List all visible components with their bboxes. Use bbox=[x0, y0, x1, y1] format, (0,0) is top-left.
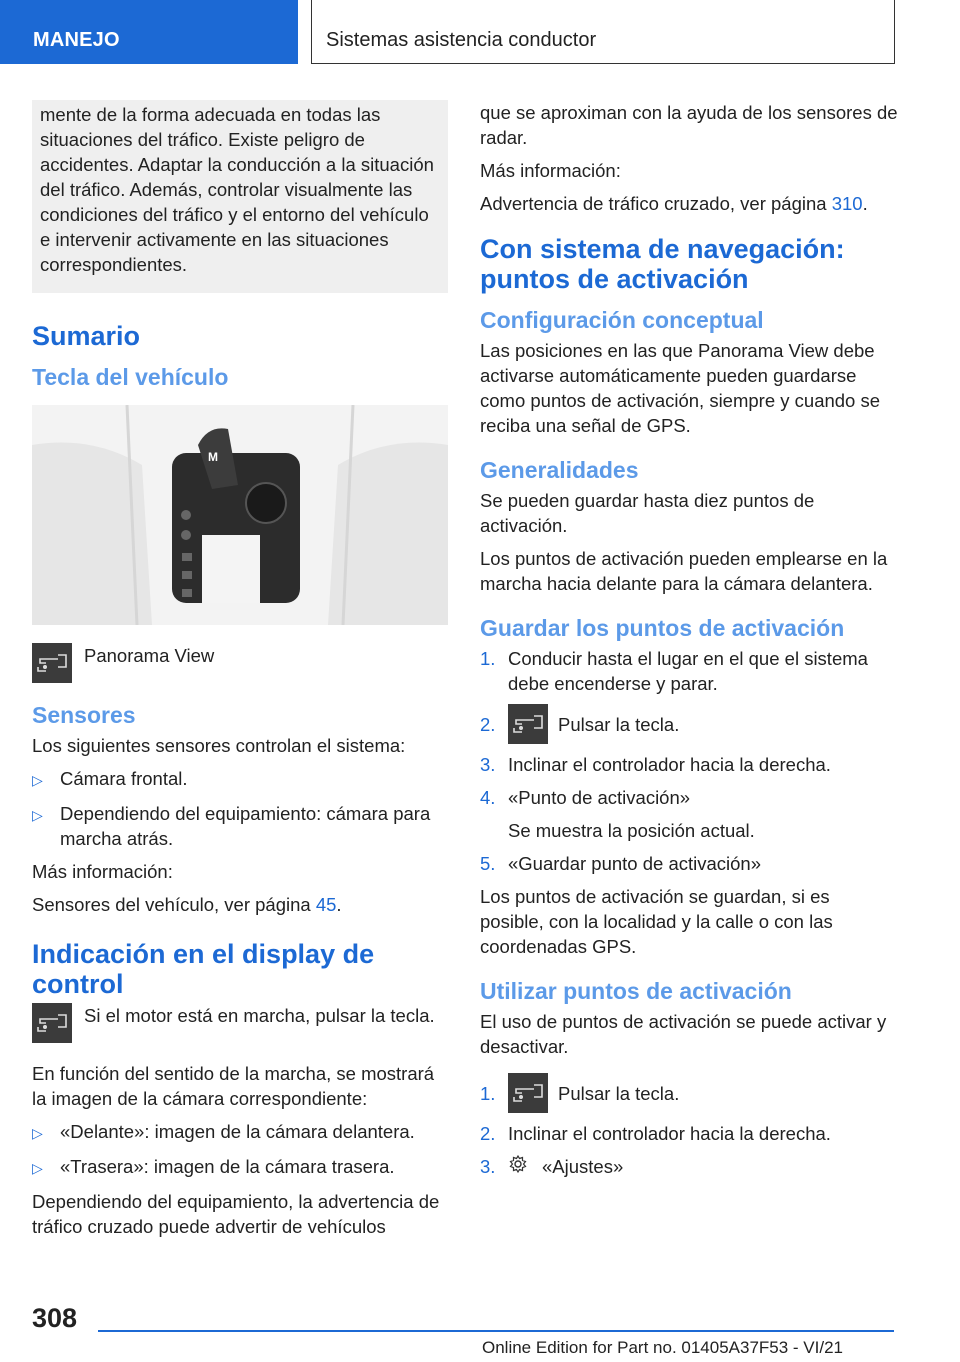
indicacion-row bbox=[32, 1003, 448, 1043]
bullet-triangle-icon: ▷ bbox=[32, 772, 43, 788]
list-item: 2. Inclinar el controlador hacia la derecha. bbox=[480, 1123, 831, 1144]
list-item: ▷ Dependiendo del equipamiento: cámara para marcha atrás. bbox=[32, 803, 431, 849]
list-item: ▷ Cámara frontal. bbox=[32, 766, 448, 793]
list-item: 1. Conducir hasta el lugar en el que el sistema debe encenderse y parar. bbox=[480, 648, 868, 694]
generalidades-text-1: Se pueden guardar hasta diez puntos de activación. bbox=[480, 490, 815, 536]
heading-navegacion: Con sistema de navegación: puntos de activación bbox=[480, 234, 845, 294]
mas-info-label: Más información: bbox=[32, 861, 173, 882]
heading-guardar: Guardar los puntos de activación bbox=[480, 615, 845, 641]
header-chapter-box bbox=[311, 0, 895, 64]
panorama-key-row bbox=[32, 643, 448, 683]
advertencia-text: Dependiendo del equipamiento, la advertencia de tráfico cruzado puede advertir de vehículos bbox=[32, 1191, 440, 1237]
heading-sumario: Sumario bbox=[32, 321, 141, 351]
heading-utilizar: Utilizar puntos de activación bbox=[480, 978, 792, 1004]
footer-divider bbox=[98, 1330, 894, 1332]
mas-info-label: Más información: bbox=[480, 160, 621, 181]
funcion-text: En función del sentido de la marcha, se mostrará la imagen de la cámara correspondiente: bbox=[32, 1063, 435, 1109]
config-text: Las posiciones en las que Panorama View debe activarse automáticamente pueden guardarse como puntos de activación, siempre y cuando se reciba una señal de GPS. bbox=[480, 340, 881, 436]
header-section-tab bbox=[0, 0, 298, 64]
list-item: ▷ «Delante»: imagen de la cámara delantera. bbox=[32, 1119, 448, 1146]
page-number: 308 bbox=[32, 1303, 78, 1333]
heading-tecla: Tecla del vehículo bbox=[32, 364, 229, 390]
list-item: 5. «Guardar punto de activación» bbox=[480, 853, 762, 874]
step4-subtext: Se muestra la posición actual. bbox=[508, 820, 755, 841]
list-item: 4. «Punto de activación» bbox=[480, 787, 691, 808]
sensores-reference: Sensores del vehículo, ver página 45. bbox=[32, 894, 342, 915]
list-item: 2. Pulsar la tecla. bbox=[480, 704, 898, 744]
gear-icon bbox=[508, 1154, 530, 1180]
warning-box bbox=[32, 100, 448, 293]
list-item: ▷ «Trasera»: imagen de la cámara trasera. bbox=[32, 1154, 448, 1181]
panorama-view-key-icon bbox=[508, 1073, 548, 1113]
header-chapter-title: Sistemas asistencia conductor bbox=[326, 29, 597, 51]
advertencia-reference: Advertencia de tráfico cruzado, ver página 310. bbox=[480, 193, 868, 214]
list-item: 1. Pulsar la tecla. bbox=[480, 1073, 898, 1113]
bullet-triangle-icon: ▷ bbox=[32, 1125, 43, 1141]
bullet-triangle-icon: ▷ bbox=[32, 807, 43, 823]
heading-generalidades: Generalidades bbox=[480, 457, 639, 483]
console-photo bbox=[32, 405, 448, 625]
warning-text: mente de la forma adecuada en todas las situaciones del tráfico. Existe peligro de accidentes. Adaptar la conducción a la situación del tráfico. Además, controlar visualmente las condiciones del tráfico y el entorno del vehículo e intervenir activamente en las situaciones correspondientes. bbox=[40, 104, 434, 275]
panorama-view-key-icon bbox=[32, 1003, 72, 1043]
heading-sensores: Sensores bbox=[32, 702, 136, 728]
sensores-intro: Los siguientes sensores controlan el sistema: bbox=[32, 735, 406, 756]
panorama-view-key-icon bbox=[508, 704, 548, 744]
indicacion-text: Si el motor está en marcha, pulsar la tecla. bbox=[84, 1005, 435, 1026]
right-column bbox=[480, 100, 898, 1188]
page-link-45[interactable]: 45 bbox=[315, 894, 337, 915]
heading-indicacion: Indicación en el display de control bbox=[32, 939, 375, 999]
guardar-result: Los puntos de activación se guardan, si es posible, con la localidad y la calle o con las coordenadas GPS. bbox=[480, 886, 833, 957]
left-column bbox=[32, 100, 448, 1247]
heading-configuracion: Configuración conceptual bbox=[480, 307, 764, 333]
list-item: 3. «Ajustes» bbox=[480, 1154, 898, 1180]
console-photo-illustration bbox=[32, 405, 448, 625]
page-link-310[interactable]: 310 bbox=[831, 193, 863, 214]
footer-edition: Online Edition for Part no. 01405A37F53 - VI/21 bbox=[482, 1338, 844, 1357]
bullet-triangle-icon: ▷ bbox=[32, 1160, 43, 1176]
panorama-view-key-icon bbox=[32, 643, 72, 683]
list-item: 3. Inclinar el controlador hacia la derecha. bbox=[480, 754, 831, 775]
continuation-text: que se aproximan con la ayuda de los sensores de radar. bbox=[480, 102, 898, 148]
svg-text:M: M bbox=[208, 450, 218, 464]
utilizar-text: El uso de puntos de activación se puede activar y desactivar. bbox=[480, 1011, 887, 1057]
generalidades-text-2: Los puntos de activación pueden emplearse en la marcha hacia delante para la cámara delantera. bbox=[480, 548, 888, 594]
panorama-key-label: Panorama View bbox=[84, 645, 215, 666]
header-section-title: MANEJO bbox=[33, 29, 120, 51]
